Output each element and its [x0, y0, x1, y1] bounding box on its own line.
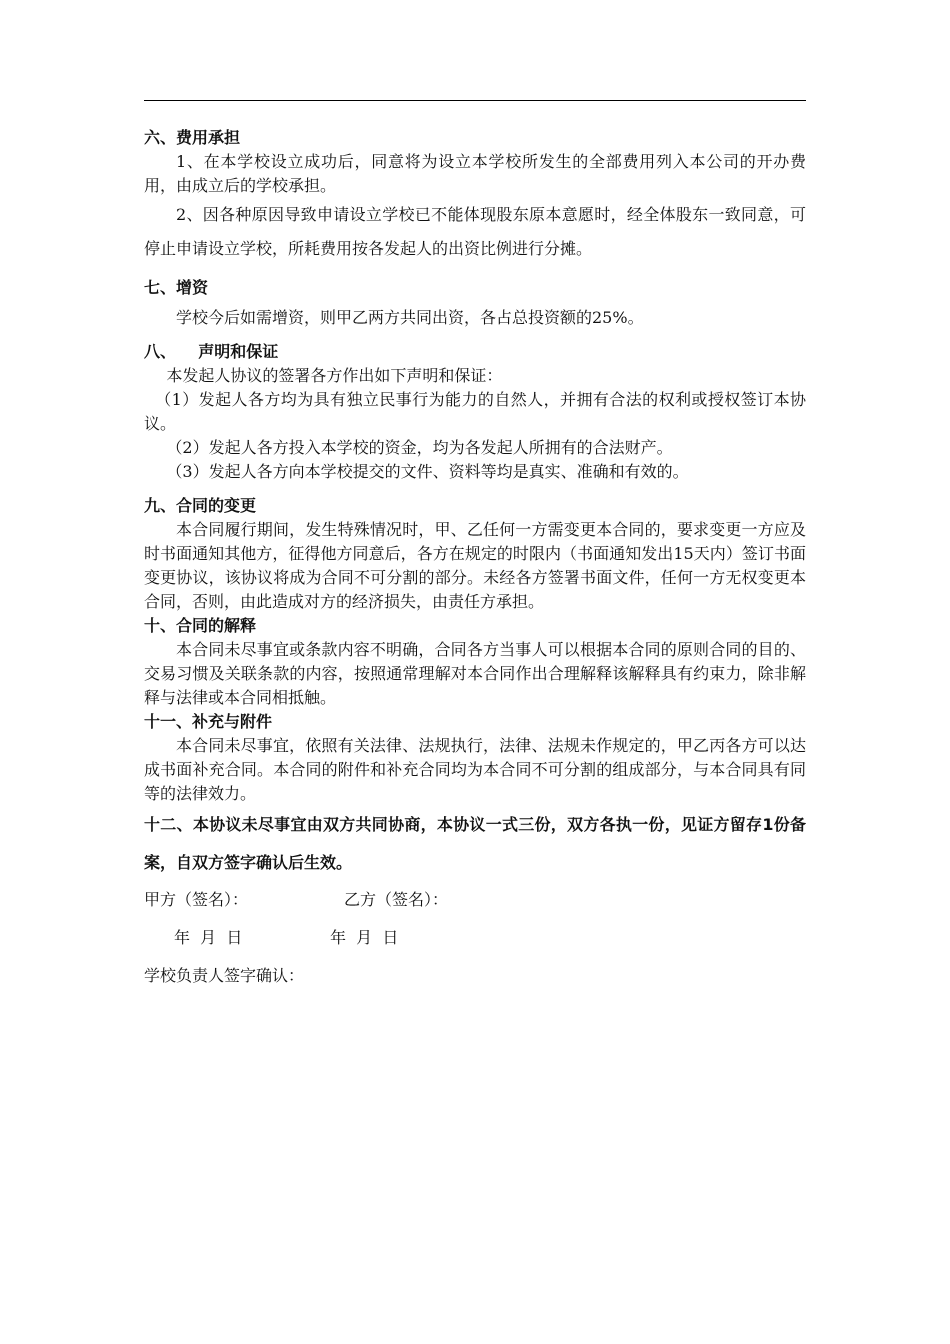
school-confirm-row — [144, 964, 806, 988]
signature-row — [144, 888, 806, 912]
section-6-paragraph-2: 2、因各种原因导致申请设立学校已不能体现股东原本意愿时，经全体股东一致同意，可停止申请设立学校，所耗费用按各发起人的出资比例进行分摊。 — [144, 205, 806, 258]
section-10-paragraph-1: 本合同未尽事宜或条款内容不明确，合同各方当事人可以根据本合同的原则合同的目的、交易习惯及关联条款的内容，按照通常理解对本合同作出合理解释该解释具有约束力，除非解释与法律或本合同相抵触。 — [144, 640, 806, 707]
section-7-heading: 七、增资 — [144, 278, 209, 297]
section-8-heading: 八、 声明和保证 — [144, 342, 279, 361]
party-b-signature-label: 乙方（签名）： — [344, 890, 449, 909]
section-6-heading: 六、费用承担 — [144, 128, 241, 147]
section-8-item-1: （1）发起人各方均为具有独立民事行为能力的自然人，并拥有合法的权利或授权签订本协议。 — [144, 390, 806, 433]
section-11-paragraph-1: 本合同未尽事宜，依照有关法律、法规执行，法律、法规未作规定的，甲乙丙各方可以达成书面补充合同。本合同的附件和补充合同均为本合同不可分割的组成部分，与本合同具有同等的法律效力。 — [144, 736, 806, 803]
document-body — [144, 126, 806, 988]
date-row — [144, 926, 806, 950]
header-rule — [144, 100, 806, 101]
section-11-heading: 十一、补充与附件 — [144, 712, 273, 731]
section-12-text: 十二、本协议未尽事宜由双方共同协商，本协议一式三份，双方各执一份，见证方留存1份备案，自双方签字确认后生效。 — [144, 815, 806, 872]
section-8-item-2: （2）发起人各方投入本学校的资金，均为各发起人所拥有的合法财产。 — [166, 438, 673, 457]
section-8-intro: 本发起人协议的签署各方作出如下声明和保证： — [166, 366, 503, 385]
school-confirm-label: 学校负责人签字确认： — [144, 966, 305, 985]
section-9-paragraph-1: 本合同履行期间，发生特殊情况时，甲、乙任何一方需变更本合同的，要求变更一方应及时书面通知其他方，征得他方同意后，各方在规定的时限内（书面通知发出15天内）签订书面变更协议，该协议将成为合同不可分割的部分。未经各方签署书面文件，任何一方无权变更本合同，否则，由此造成对方的经济损失，由责任方承担。 — [144, 520, 806, 611]
section-6-paragraph-1: 1、在本学校设立成功后，同意将为设立本学校所发生的全部费用列入本公司的开办费用，由成立后的学校承担。 — [144, 152, 806, 195]
party-a-signature-label: 甲方（签名）： — [144, 890, 249, 909]
section-7-paragraph-1: 学校今后如需增资，则甲乙两方共同出资，各占总投资额的25%。 — [176, 308, 644, 327]
section-10-heading: 十、合同的解释 — [144, 616, 257, 635]
section-9-heading: 九、合同的变更 — [144, 496, 257, 515]
section-8-item-3: （3）发起人各方向本学校提交的文件、资料等均是真实、准确和有效的。 — [166, 462, 689, 481]
party-b-date: 年 月 日 — [330, 928, 399, 947]
party-a-date: 年 月 日 — [174, 928, 243, 947]
